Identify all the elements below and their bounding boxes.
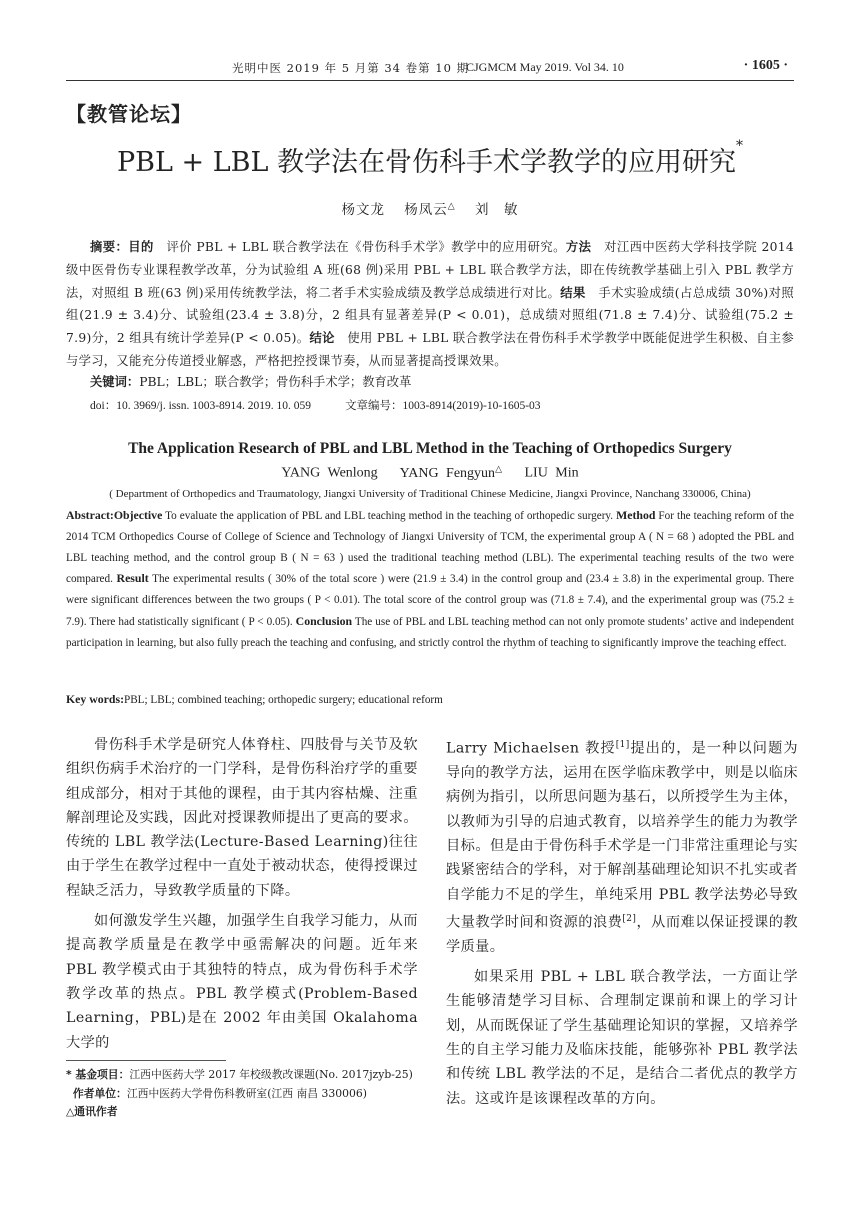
author-en-3: LIU Min [524, 465, 579, 481]
conclusion-en-text: The use of PBL and LBL teaching method can not only promote students’ active and independent participation in learning, but also fully preach the teaching and confusing, and strictly control the rhythm of teaching to significantly improve the teaching effect. [66, 615, 794, 649]
journal-name-cn: 光明中医 2019 年 5 月第 34 卷第 10 期 [232, 61, 470, 75]
conclusion-en-heading: Conclusion [295, 613, 353, 628]
unit-text: 江西中医药大学骨伤科教研室(江西 南昌 330006) [126, 1086, 367, 1100]
keywords-en [66, 692, 443, 707]
author-2-name: 杨凤云 [404, 202, 448, 218]
footnote-divider [66, 1060, 226, 1061]
section-tag: 【教管论坛】 [66, 102, 192, 126]
result-en-heading: Result [116, 571, 149, 586]
body-text: ，从而难以保证授课的教学质量。 [446, 914, 798, 955]
abstract-en-label: Abstract: [66, 508, 114, 522]
keywords-label: 关键词： [90, 375, 140, 389]
objective-en-heading: Objective [113, 508, 163, 522]
result-text: 手术实验成绩(占总成绩 30%)对照组(21.9 ± 3.4)分、试验组(23.4 ± 3.8)分，2 组具有显著差异(P < 0.01)，总成绩对照组(71.8 ± 7.4)分、试验组(75.2 ± 7.9)分，2 组具有统计学差异(P < 0.05)。 [66, 285, 794, 346]
fund-text: 江西中医药大学 2017 年校级教改课题(No. 2017jzyb-25) [129, 1068, 413, 1081]
objective-en-text: To evaluate the application of PBL and LBL teaching method in the teaching of orthopedic surgery. [162, 510, 617, 522]
body-column-left [66, 733, 418, 1055]
article-title-en: The Application Research of PBL and LBL Method in the Teaching of Orthopedics Surgery [128, 440, 732, 457]
article-number: 文章编号：1003-8914(2019)-10-1605-03 [345, 400, 541, 412]
affiliation-en: ( Department of Orthopedics and Traumatology, Jiangxi University of Traditional Chinese Medicine, Jiangxi Province, Nanchang 330006, China) [109, 488, 751, 500]
doi-line [90, 397, 541, 413]
corresponding-mark: △ [447, 201, 456, 212]
author-2 [404, 202, 455, 218]
conclusion-text: 使用 PBL + LBL 联合教学法在骨伤科手术学教学中既能促进学生积极、自主参与学习，又能充分传道授业解惑，严格把控授课节奏，从而显著提高授课效果。 [66, 331, 794, 368]
body-paragraph: 如何激发学生兴趣，加强学生自我学习能力，从而提高教学质量是在教学中亟需解决的问题。近年来 PBL 教学模式由于其独特的特点，成为骨伤科手术学教学改革的热点。PBL 教学模式(Problem-Based Learning，PBL)是在 2002 年由美国 Okalahoma 大学的 [66, 913, 418, 1051]
keywords-en-text: PBL; LBL; combined teaching; orthopedic surgery; educational reform [124, 694, 443, 706]
running-header [66, 58, 794, 81]
abstract-en [66, 505, 794, 654]
objective-heading: 目的 [128, 240, 154, 254]
corresponding-mark-en: △ [495, 463, 502, 473]
keywords-cn [90, 372, 411, 390]
body-paragraph: 如果采用 PBL + LBL 联合教学法，一方面让学生能够清楚学习目标、合理制定课前和课上的学习计划，从而既保证了学生基础理论知识的掌握，又培养学生的自主学习能力及临床技能，能够弥补 PBL 教学法和传统 LBL 教学法的不足，是结合二者优点的教学方法。这或许是该课程改革的方向。 [446, 969, 798, 1107]
journal-name-en: CJGMCM May 2019. Vol 34. 10 [466, 60, 624, 74]
footnotes [66, 1066, 426, 1122]
body-text: Larry Michaelsen 教授 [446, 740, 616, 757]
citation-ref: [1] [615, 740, 630, 750]
fund-footnote [66, 1066, 426, 1085]
abstract-cn [66, 236, 794, 373]
unit-label: 作者单位： [72, 1086, 127, 1100]
keywords-text: PBL；LBL；联合教学；骨伤科手术学；教育改革 [139, 375, 412, 389]
keywords-en-label: Key words: [66, 692, 124, 706]
author-3: 刘 敏 [475, 202, 519, 218]
conclusion-heading: 结论 [309, 331, 335, 346]
title-fund-mark: * [736, 138, 743, 154]
body-paragraph: 骨伤科手术学是研究人体脊柱、四肢骨与关节及软组织伤病手术治疗的一门学科，是骨伤科治疗学的重要组成部分，相对于其他的课程，由于其内容枯燥、注重解剖理论及实践，因此对授课教师提出了更高的要求。传统的 LBL 教学法(Lecture-Based Learning)往往由于学生在教学过程中一直处于被动状态，使得授课过程缺乏活力，导致教学质量的下降。 [66, 737, 418, 899]
objective-text: 评价 PBL + LBL 联合教学法在《骨伤科手术学》教学中的应用研究。 [153, 240, 566, 254]
corresponding-footnote: △通讯作者 [66, 1105, 118, 1118]
method-en-heading: Method [616, 508, 656, 522]
author-en-2-name: YANG Fengyun [399, 465, 496, 481]
page-number: · 1605 · [743, 58, 788, 73]
citation-ref: [2] [622, 913, 637, 924]
doi-text: doi：10. 3969/j. issn. 1003-8914. 2019. 10. 059 [90, 400, 312, 412]
method-heading: 方法 [565, 240, 592, 254]
title-text: PBL + LBL 教学法在骨伤科手术学教学的应用研究 [116, 147, 736, 178]
author-en-1: YANG Wenlong [281, 465, 378, 481]
body-paragraph [446, 733, 798, 959]
method-text: 对江西中医药大学科技学院 2014 级中医骨伤专业课程教学改革，分为试验组 A 班(68 例)采用 PBL + LBL 联合教学方法，即在传统教学基础上引入 PBL 教学方法，对照组 B 班(63 例)采用传统教学法，将二者手术实验成绩及教学总成绩进行对比。 [66, 240, 794, 300]
method-en-text: For the teaching reform of the 2014 TCM Orthopedics Course of College of Science and Technology of Jiangxi University of TCM, the experimental group A ( N = 68 ) adopted the PBL and LBL teaching method, and the control group B ( N = 63 ) used the traditional teaching method (LBL). The experimental teaching results of the two were compared. [66, 510, 794, 586]
body-column-right [446, 733, 798, 1111]
fund-label: * 基金项目： [66, 1068, 130, 1081]
author-en-2 [399, 463, 502, 481]
abstract-label: 摘要： [90, 240, 129, 254]
result-heading: 结果 [560, 285, 586, 300]
author-1: 杨文龙 [341, 202, 385, 218]
article-title-cn [0, 140, 860, 179]
result-en-text: The experimental results ( 30% of the total score ) were (21.9 ± 3.4) in the control group and (23.4 ± 3.8) in the experimental group. There were significant differences between the two groups ( P < 0.01). The total score of the control group was (71.8 ± 7.4), and the experimental group was (75.2 ± 7.9). There had statistically significant ( P < 0.05). [66, 573, 794, 628]
body-text: 提出的，是一种以问题为导向的教学方法，运用在医学临床教学中，则是以临床病例为指引，以所思问题为基石，以所授学生为主体，以教师为引导的启迪式教育，以培养学生的能力为教学目标。但是由于骨伤科手术学是一门非常注重理论与实践紧密结合的学科，对于解剖基础理论知识不扎实或者自学能力不足的学生，单纯采用 PBL 教学法势必导致大量教学时间和资源的浪费 [446, 740, 798, 931]
unit-footnote [66, 1085, 426, 1104]
authors-cn [0, 198, 860, 218]
authors-en [0, 463, 860, 482]
